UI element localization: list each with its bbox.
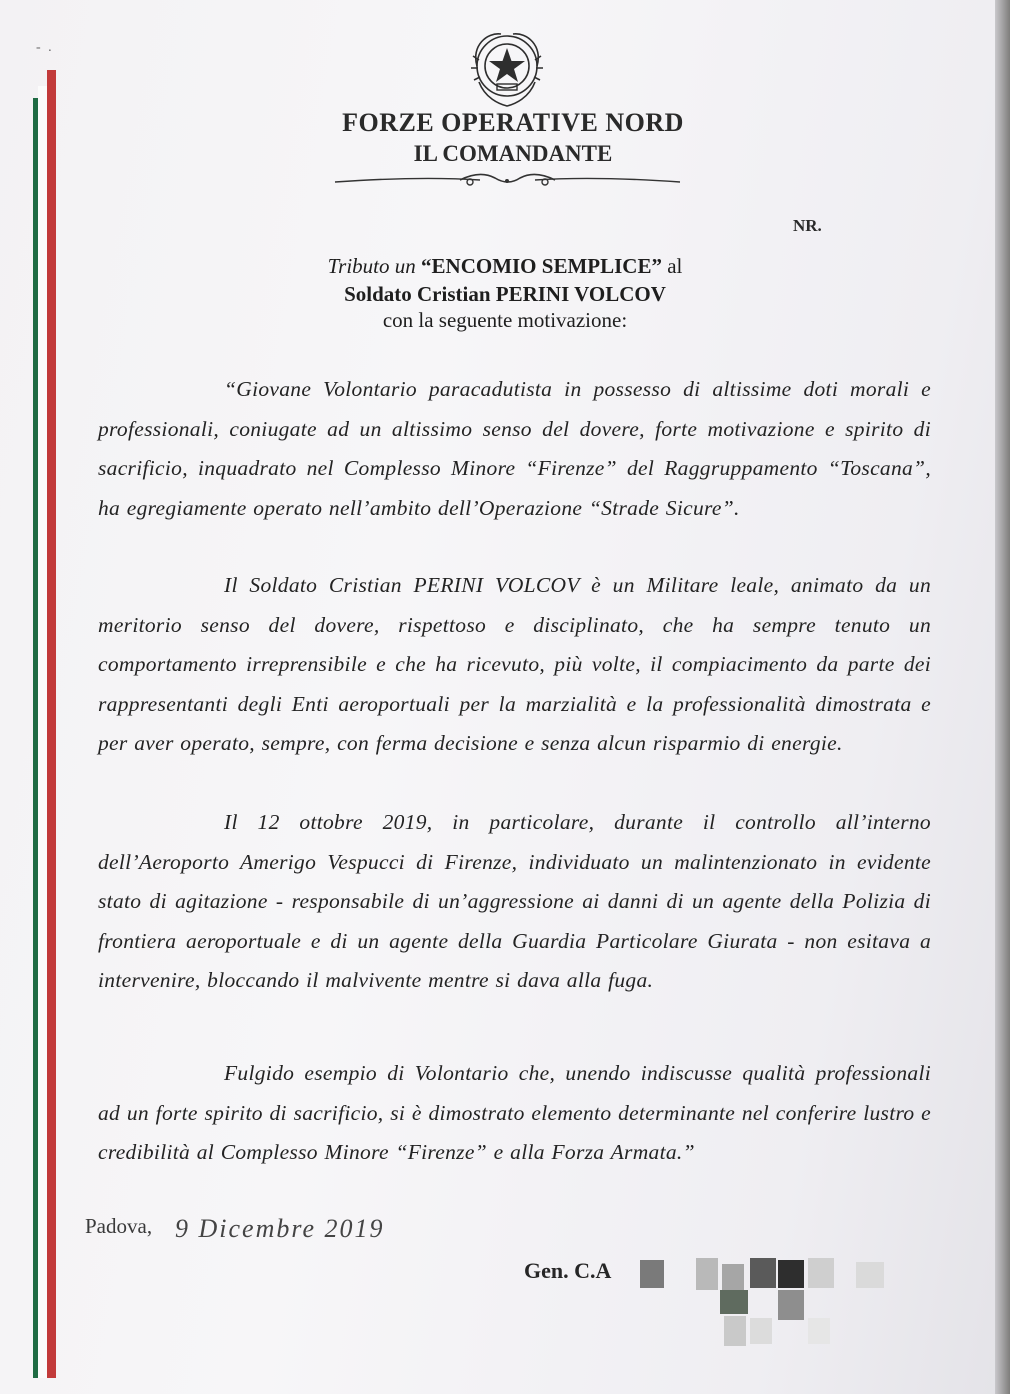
number-label: NR. [793,216,822,235]
emblem-icon [463,26,551,110]
flag-stripe-white [38,86,47,1378]
motivation-paragraph-4: Fulgido esempio di Volontario che, unendo indiscusse qualità professionali ad un forte spirito di sacrificio, si è dimostrato elemento determinante nel conferire lustro e credibilità al Complesso Minore “Firenze” e alla Forza Armata.” [98,1061,931,1164]
handwritten-date: 9 Dicembre 2019 [175,1214,385,1243]
signature-label: Gen. C.A [524,1258,612,1283]
award-intro: Tributo un [327,254,422,278]
award-line [0,254,1000,279]
motivation-paragraph-3: Il 12 ottobre 2019, in particolare, durante il controllo all’interno dell’Aeroporto Amerigo Vespucci di Firenze, individuato un malintenzionato in evidente stato di agitazione - responsabile di un’aggressione ai danni di un agente della Polizia di frontiera aeroportuale e di un agente della Guardia Particolare Giurata - non esitava a intervenire, bloccando il malvivente mentre si dava alla fuga. [98,810,931,992]
page-edge-shadow [995,0,1010,1394]
corner-mark: - . [36,40,54,55]
recipient-name: Soldato Cristian PERINI VOLCOV [344,282,666,306]
award-title: “ENCOMIO SEMPLICE” [421,254,662,278]
motivation-intro: con la seguente motivazione: [382,308,628,332]
motivation-paragraph-2: Il Soldato Cristian PERINI VOLCOV è un Militare leale, animato da un meritorio senso del dovere, rispettoso e disciplinato, che ha sempre tenuto un comportamento irreprensibile e che ha ricevuto, più volte, il compiacimento da parte dei rappresentanti degli Enti aeroportuali per la marzialità e la professionalità dimostrata e per aver operato, sempre, con ferma decisione e senza alcun risparmio di energie. [98,573,931,755]
page-title: FORZE OPERATIVE NORD [342,108,684,137]
motivation-paragraph-1: “Giovane Volontario paracadutista in possesso di altissime doti morali e professionali, coniugate ad un altissimo senso del dovere, forte motivazione e spirito di sacrificio, inquadrato nel Complesso Minore “Firenze” del Raggruppamento “Toscana”, ha egregiamente operato nell’ambito dell’Operazione “Strade Sicure”. [98,377,931,520]
redacted-signature [640,1258,900,1350]
place: Padova, [85,1214,153,1238]
page-subtitle: IL COMANDANTE [413,141,613,166]
award-tail: al [661,254,683,278]
flourish-icon [330,168,685,190]
